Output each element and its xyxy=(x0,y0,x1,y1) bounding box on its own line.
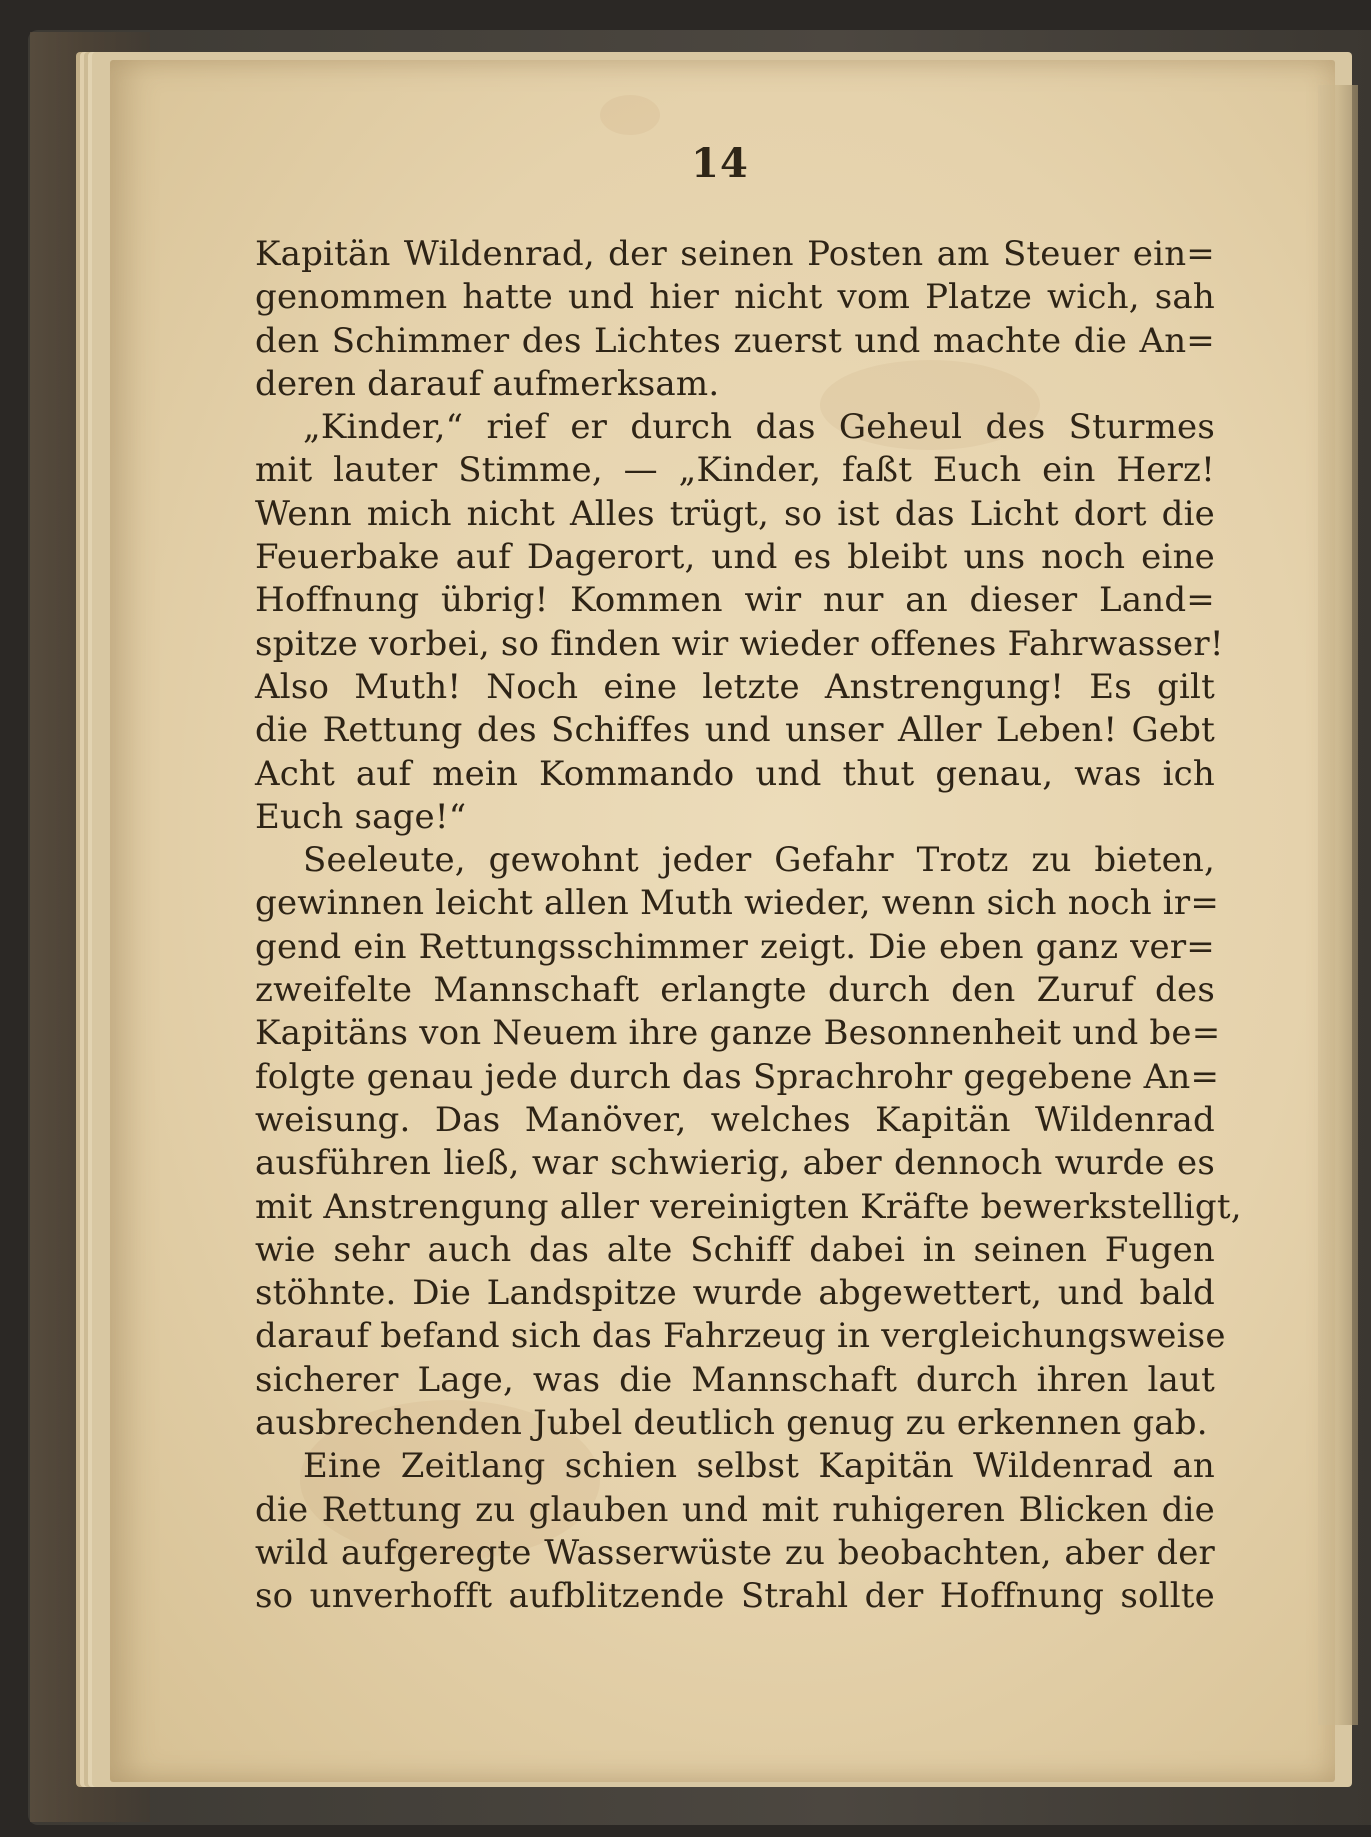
text-line: den Schimmer des Lichtes zuerst und machte die An= xyxy=(255,320,1215,361)
text-line: Euch sage!“ xyxy=(255,796,467,837)
text-line: spitze vorbei, so finden wir wieder offenes Fahrwasser! xyxy=(255,623,1224,664)
text-line: die Rettung des Schiffes und unser Aller Leben! Gebt xyxy=(255,710,1215,751)
text-line: wie sehr auch das alte Schiff dabei in seinen Fugen xyxy=(255,1229,1215,1270)
text-line: gewinnen leicht allen Muth wieder, wenn sich noch ir= xyxy=(255,883,1220,924)
text-line: weisung. Das Manöver, welches Kapitän Wildenrad xyxy=(255,1099,1215,1140)
text-line: so unverhofft aufblitzende Strahl der Hoffnung sollte xyxy=(255,1576,1215,1617)
page-gutter xyxy=(1318,85,1358,1725)
text-line: Kapitän Wildenrad, der seinen Posten am Steuer ein= xyxy=(255,234,1215,274)
text-line: folgte genau jede durch das Sprachrohr gegebene An= xyxy=(255,1056,1220,1097)
text-line: Seeleute, gewohnt jeder Gefahr Trotz zu bieten, xyxy=(303,840,1215,881)
text-line: Kapitäns von Neuem ihre ganze Besonnenheit und be= xyxy=(255,1013,1221,1054)
text-line: genommen hatte und hier nicht vom Platze wich, sah xyxy=(255,277,1215,318)
text-line: ausführen ließ, war schwierig, aber dennoch wurde es xyxy=(255,1143,1215,1184)
text-line: Wenn mich nicht Alles trügt, so ist das Licht dort die xyxy=(255,493,1215,534)
text-line: zweifelte Mannschaft erlangte durch den Zuruf des xyxy=(255,970,1215,1011)
text-line: stöhnte. Die Landspitze wurde abgewettert, und bald xyxy=(255,1273,1215,1314)
text-line: Hoffnung übrig! Kommen wir nur an dieser Land= xyxy=(255,580,1215,621)
text-line: wild aufgeregte Wasserwüste zu beobachten, aber der xyxy=(255,1532,1215,1573)
text-line: deren darauf aufmerksam. xyxy=(255,363,720,404)
text-line: „Kinder,“ rief er durch das Geheul des Sturmes xyxy=(303,407,1215,448)
page-number: 14 xyxy=(691,140,749,187)
text-line: Feuerbake auf Dagerort, und es bleibt uns noch eine xyxy=(255,537,1215,578)
body-text xyxy=(255,233,1242,1619)
text-line: die Rettung zu glauben und mit ruhigeren Blicken die xyxy=(255,1489,1215,1530)
text-line: darauf befand sich das Fahrzeug in vergleichungsweise xyxy=(255,1316,1226,1357)
text-line: gend ein Rettungsschimmer zeigt. Die eben ganz ver= xyxy=(255,926,1215,967)
text-line: Acht auf mein Kommando und thut genau, was ich xyxy=(255,753,1215,794)
text-line: Also Muth! Noch eine letzte Anstrengung! Es gilt xyxy=(255,666,1215,707)
text-line: ausbrechenden Jubel deutlich genug zu erkennen gab. xyxy=(255,1403,1208,1444)
text-line: sicherer Lage, was die Mannschaft durch ihren laut xyxy=(255,1359,1215,1400)
text-line: Eine Zeitlang schien selbst Kapitän Wildenrad an xyxy=(303,1446,1215,1487)
text-line: mit lauter Stimme, — „Kinder, faßt Euch ein Herz! xyxy=(255,450,1215,491)
text-line: mit Anstrengung aller vereinigten Kräfte bewerkstelligt, xyxy=(255,1186,1242,1227)
paper-stain xyxy=(600,95,660,135)
